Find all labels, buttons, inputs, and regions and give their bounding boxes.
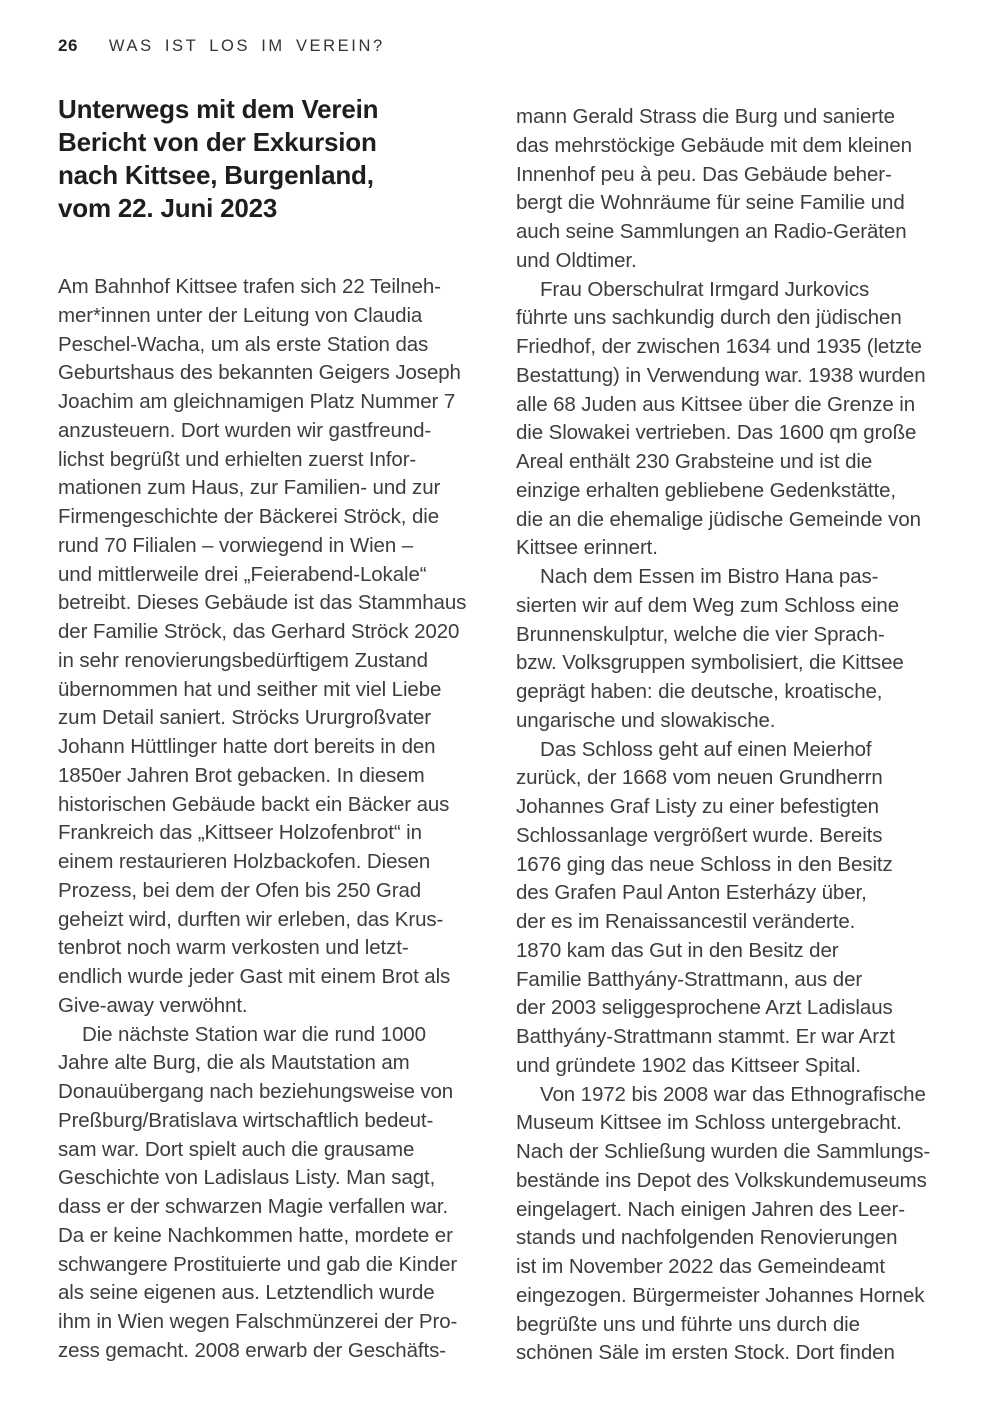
text-line: der Familie Ströck, das Gerhard Ströck 2020 — [58, 620, 460, 643]
text-line: geheizt wird, durften wir erleben, das Krus- — [58, 907, 444, 931]
text-line: Bestattung) in Verwendung war. 1938 wurden — [516, 363, 926, 387]
text-line: zum Detail saniert. Ströcks Ururgroßvater — [58, 706, 431, 730]
text-line: als seine eigenen aus. Letztendlich wurde — [58, 1281, 435, 1305]
paragraph — [516, 1081, 968, 1369]
text-line: eingezogen. Bürgermeister Johannes Hornek — [516, 1283, 925, 1307]
text-line: Donauübergang nach beziehungsweise von — [58, 1080, 454, 1103]
text-line: geprägt haben: die deutsche, kroatische, — [516, 680, 883, 703]
text-line: einzige erhalten gebliebene Gedenkstätte, — [516, 478, 896, 502]
text-line: der 2003 seliggesprochene Arzt Ladislaus — [516, 996, 893, 1020]
text-line: Joachim am gleichnamigen Platz Nummer 7 — [58, 390, 456, 413]
text-line: Nach dem Essen im Bistro Hana pas- — [540, 565, 879, 588]
article-column-right — [516, 103, 968, 1368]
text-line: Firmengeschichte der Bäckerei Ströck, die — [58, 505, 440, 528]
text-line: betreibt. Dieses Gebäude ist das Stammhaus — [58, 591, 467, 615]
text-line: einem restaurieren Holzbackofen. Diesen — [58, 850, 431, 873]
text-line: sam war. Dort spielt auch die grausame — [58, 1137, 415, 1161]
text-line: Schlossanlage vergrößert wurde. Bereits — [516, 823, 883, 847]
text-line: dass er der schwarzen Magie verfallen war. — [58, 1195, 449, 1218]
text-line: Nach der Schließung wurden die Sammlungs- — [516, 1140, 931, 1163]
text-line: rund 70 Filialen – vorwiegend in Wien – — [58, 533, 414, 557]
article-title-line: Bericht von der Exkursion — [58, 127, 377, 157]
text-line: die Slowakei vertrieben. Das 1600 qm große — [516, 421, 917, 445]
paragraph — [516, 103, 968, 276]
text-line: 1850er Jahren Brot gebacken. In diesem — [58, 763, 425, 787]
text-line: schwangere Prostituierte und gab die Kinder — [58, 1252, 458, 1276]
text-line: anzusteuern. Dort wurden wir gastfreund- — [58, 418, 432, 442]
text-line: Preßburg/Bratislava wirtschaftlich bedeut- — [58, 1108, 434, 1132]
page-number: 26 — [58, 36, 78, 55]
text-line: der es im Renaissancestil veränderte. — [516, 910, 856, 933]
text-line: Geschichte von Ladislaus Listy. Man sagt, — [58, 1166, 436, 1190]
text-line: Johann Hüttlinger hatte dort bereits in den — [58, 735, 436, 758]
text-line: Johannes Graf Listy zu einer befestigten — [516, 795, 879, 818]
page-header — [58, 36, 385, 56]
text-line: bestände ins Depot des Volkskundemuseums — [516, 1168, 927, 1192]
text-line: Am Bahnhof Kittsee trafen sich 22 Teilneh- — [58, 275, 441, 298]
text-line: sierten wir auf dem Weg zum Schloss eine — [516, 593, 900, 617]
text-line: bergt die Wohnräume für seine Familie und — [516, 191, 905, 215]
text-line: Friedhof, der zwischen 1634 und 1935 (letzte — [516, 335, 922, 358]
paragraph — [58, 1021, 504, 1366]
text-line: Frau Oberschulrat Irmgard Jurkovics — [540, 277, 870, 301]
text-line: begrüßte uns und führte uns durch die — [516, 1312, 860, 1336]
paragraph — [516, 736, 968, 1081]
text-line: und mittlerweile drei „Feierabend-Lokale“ — [58, 562, 427, 586]
article-title-line: Unterwegs mit dem Verein — [58, 94, 379, 124]
text-line: und Oldtimer. — [516, 248, 637, 272]
text-line: Museum Kittsee im Schloss untergebracht. — [516, 1111, 902, 1135]
paragraph — [58, 273, 504, 1021]
text-line: mann Gerald Strass die Burg und sanierte — [516, 105, 895, 128]
text-line: Innenhof peu à peu. Das Gebäude beher- — [516, 162, 892, 186]
text-line: alle 68 Juden aus Kittsee über die Grenze in — [516, 392, 916, 416]
text-line: Familie Batthyány-Strattmann, aus der — [516, 967, 863, 991]
section-title: WAS IST LOS IM VEREIN? — [108, 37, 385, 55]
text-line: zurück, der 1668 vom neuen Grundherrn — [516, 766, 883, 790]
text-line: Geburtshaus des bekannten Geigers Joseph — [58, 361, 461, 385]
text-line: Kittsee erinnert. — [516, 536, 658, 560]
text-line: ist im November 2022 das Gemeindeamt — [516, 1255, 885, 1278]
text-line: Prozess, bei dem der Ofen bis 250 Grad — [58, 878, 422, 902]
text-line: Jahre alte Burg, die als Mautstation am — [58, 1051, 410, 1075]
text-line: in sehr renovierungsbedürftigem Zustand — [58, 648, 428, 672]
article-title-line: nach Kittsee, Burgenland, — [58, 160, 374, 190]
text-line: und gründete 1902 das Kittseer Spital. — [516, 1053, 861, 1077]
article-title — [58, 93, 378, 225]
text-line: schönen Säle im ersten Stock. Dort finden — [516, 1341, 895, 1365]
paragraph — [516, 276, 968, 564]
text-line: das mehrstöckige Gebäude mit dem kleinen — [516, 133, 912, 157]
text-line: tenbrot noch warm verkosten und letzt- — [58, 936, 409, 960]
text-line: übernommen hat und seither mit viel Liebe — [58, 677, 442, 701]
text-line: Frankreich das „Kittseer Holzofenbrot“ in — [58, 821, 422, 845]
text-line: stands und nachfolgenden Renovierungen — [516, 1226, 898, 1250]
text-line: Brunnenskulptur, welche die vier Sprach- — [516, 622, 885, 646]
text-line: lichst begrüßt und erhielten zuerst Infor- — [58, 447, 417, 471]
text-line: des Grafen Paul Anton Esterházy über, — [516, 881, 867, 905]
text-line: endlich wurde jeder Gast mit einem Brot als — [58, 965, 451, 988]
text-line: ihm in Wien wegen Falschmünzerei der Pro- — [58, 1310, 458, 1333]
text-line: auch seine Sammlungen an Radio-Geräten — [516, 220, 907, 243]
text-line: die an die ehemalige jüdische Gemeinde von — [516, 507, 921, 531]
text-line: bzw. Volksgruppen symbolisiert, die Kittsee — [516, 651, 904, 675]
text-line: Give-away verwöhnt. — [58, 993, 248, 1017]
text-line: Da er keine Nachkommen hatte, mordete er — [58, 1223, 453, 1247]
text-line: führte uns sachkundig durch den jüdischen — [516, 306, 902, 330]
text-line: zess gemacht. 2008 erwarb der Geschäfts- — [58, 1338, 446, 1362]
text-line: ungarische und slowakische. — [516, 708, 776, 732]
article-column-left — [58, 273, 504, 1366]
text-line: Areal enthält 230 Grabsteine und ist die — [516, 450, 873, 473]
text-line: 1676 ging das neue Schloss in den Besitz — [516, 852, 893, 876]
text-line: mer*innen unter der Leitung von Claudia — [58, 303, 423, 327]
text-line: historischen Gebäude backt ein Bäcker aus — [58, 792, 450, 816]
text-line: mationen zum Haus, zur Familien- und zur — [58, 476, 441, 500]
text-line: Batthyány-Strattmann stammt. Er war Arzt — [516, 1025, 895, 1048]
text-line: Die nächste Station war die rund 1000 — [82, 1022, 426, 1046]
paragraph — [516, 563, 968, 736]
article-title-line: vom 22. Juni 2023 — [58, 193, 278, 223]
text-line: eingelagert. Nach einigen Jahren des Leer- — [516, 1197, 905, 1221]
text-line: Von 1972 bis 2008 war das Ethnografische — [540, 1082, 926, 1106]
text-line: Das Schloss geht auf einen Meierhof — [540, 737, 872, 761]
text-line: 1870 kam das Gut in den Besitz der — [516, 938, 839, 962]
text-line: Peschel-Wacha, um als erste Station das — [58, 332, 429, 356]
